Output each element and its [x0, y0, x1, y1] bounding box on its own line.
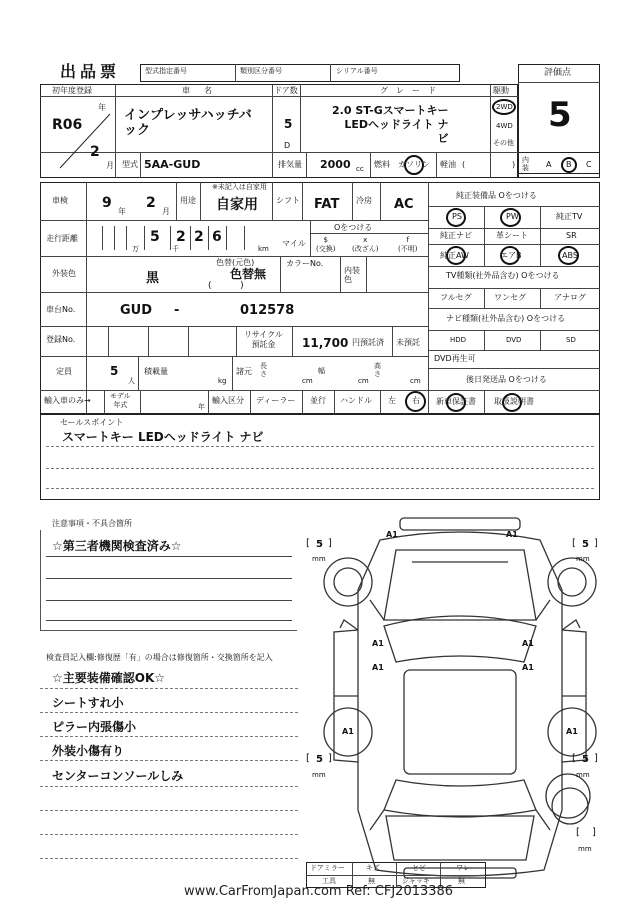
- handle-right-circle: [405, 391, 426, 412]
- chassis-number: 012578: [240, 303, 295, 318]
- legend-tools: 工具: [322, 877, 336, 885]
- navi-type-title: ナビ種類(社外品含む) Oをつける: [446, 314, 566, 323]
- inspector-line-5: センターコンソールしみ: [52, 769, 184, 783]
- tire-spare-unit: mm: [578, 845, 592, 853]
- interior-a: A: [546, 160, 552, 169]
- interior-label: 内装: [522, 156, 529, 172]
- tv-fullseg: フルセグ: [440, 293, 472, 302]
- equip-aw: 純正AW: [440, 251, 469, 260]
- tire-spare-bracket: [: [576, 827, 580, 838]
- damage-front-1: A1: [386, 530, 398, 539]
- usage-value: 自家用: [216, 197, 258, 213]
- mileage-opt-exchange: $ (交換): [316, 236, 336, 253]
- damage-right-wheel: A1: [566, 727, 578, 736]
- drive-2wd-circle: [492, 99, 516, 115]
- tire-fr-bracket-close: ]: [594, 538, 598, 549]
- repaint-value: 色替無: [230, 267, 267, 281]
- ac-value: AC: [394, 197, 414, 212]
- year-unit: 年: [98, 103, 106, 112]
- usage-note: ※未記入は自家用: [212, 183, 267, 191]
- inspector-line-2: シートすれ小: [52, 696, 124, 710]
- drive-label: 駆動: [493, 86, 509, 95]
- interior-c: C: [586, 160, 592, 169]
- first-reg-year: R06: [52, 117, 83, 133]
- fuel-paren-close: ): [512, 160, 516, 169]
- inspection-month: 2: [146, 195, 156, 211]
- tire-rr-bracket-close: ]: [594, 753, 598, 764]
- load-label: 積載量: [144, 367, 168, 376]
- height-cm: cm: [410, 377, 421, 385]
- equip-pw: PW: [506, 212, 519, 221]
- doors-suffix: D: [284, 141, 291, 150]
- load-unit: kg: [218, 377, 227, 385]
- mileage-sen-unit: 千: [172, 245, 179, 253]
- length-cm: cm: [302, 377, 313, 385]
- tire-rr-value: 5: [582, 754, 589, 765]
- equipment-title: 純正装備品 Oをつける: [456, 191, 537, 200]
- inspection-month-unit: 月: [162, 207, 170, 216]
- equip-navi: 純正ナビ: [440, 231, 472, 240]
- later-manual-circle: [502, 393, 522, 412]
- length-label: 長さ: [260, 362, 267, 378]
- damage-left-door-2: A1: [372, 663, 384, 672]
- recycle-value: 11,700: [302, 336, 349, 350]
- notes-line-1: ☆第三者機関検査済み☆: [52, 539, 182, 553]
- tv-analog: アナログ: [554, 293, 586, 302]
- legend-kizu: キズ: [366, 864, 380, 872]
- color-value: 黒: [146, 271, 160, 286]
- tire-rl-unit: mm: [312, 771, 326, 779]
- displacement-unit: cc: [356, 165, 364, 173]
- equip-tv: 純正TV: [556, 212, 583, 221]
- mileage-digit-5: 2: [176, 229, 186, 245]
- tire-rr-bracket: [: [572, 753, 576, 764]
- inspector-line-4: 外装小傷有り: [52, 744, 125, 758]
- later-warranty: 新車保証書: [436, 397, 476, 406]
- damage-left-wheel: A1: [342, 727, 354, 736]
- repaint-label: 色替(元色): [216, 258, 255, 267]
- later-title: 後日発送品 Oをつける: [466, 375, 547, 384]
- equip-leather: 革シート: [496, 231, 528, 240]
- score-label: 評価点: [544, 68, 572, 78]
- fuel-paren-open: (: [462, 160, 466, 169]
- displacement-value: 2000: [320, 158, 351, 171]
- grade-value: 2.0 ST-Gスマートキー LEDヘッドライト ナ ビ: [332, 104, 449, 145]
- mileage-circle-hint: Oをつける: [334, 223, 373, 232]
- model-label: 型式: [122, 160, 138, 169]
- navi-sd: SD: [566, 336, 576, 344]
- equip-aw-circle: [446, 246, 466, 265]
- tire-fr-unit: mm: [576, 555, 590, 563]
- tire-fl-bracket-close: ]: [328, 538, 332, 549]
- capacity-label: 定員: [56, 367, 72, 376]
- legend-mirror: ドアミラー: [310, 864, 345, 872]
- inspector-label: 検査員記入欄:修復歴「有」の場合は修復箇所・交換箇所を記入: [46, 653, 273, 662]
- damage-right-door-1: A1: [522, 639, 534, 648]
- recycle-unit: 円預託済: [352, 338, 384, 347]
- recycle-unpaid: 未預託: [396, 338, 420, 347]
- mileage-digit-7: 6: [212, 229, 222, 245]
- mileage-opt-tampered: x (改ざん): [352, 236, 379, 253]
- registration-label: 登録No.: [46, 335, 76, 344]
- legend-jack: ジャッキ: [402, 877, 430, 885]
- mileage-mile-label: マイル: [282, 239, 306, 248]
- serial-label: シリアル番号: [336, 67, 378, 75]
- mileage-label: 走行距離: [46, 234, 78, 243]
- damage-front-2: A1: [506, 530, 518, 539]
- equip-abs-circle: [558, 246, 579, 265]
- sales-point-label: セールスポイント: [60, 418, 124, 427]
- car-name-value: インプレッサハッチバ ック: [124, 108, 252, 138]
- shift-label: シフト: [276, 196, 300, 205]
- inspection-year: 9: [102, 195, 112, 211]
- type-designation-label: 型式指定番号: [145, 67, 187, 75]
- tire-rl-bracket-close: ]: [328, 753, 332, 764]
- tire-fl-unit: mm: [312, 555, 326, 563]
- sales-point-text: スマートキー LEDヘッドライト ナビ: [62, 430, 264, 444]
- tv-oneseg: ワンセグ: [494, 293, 526, 302]
- first-reg-label: 初年度登録: [52, 86, 92, 95]
- model-year-label: モデル 年式: [110, 392, 131, 409]
- color-no-label: カラーNo.: [286, 259, 324, 268]
- width-cm: cm: [358, 377, 369, 385]
- model-value: 5AA-GUD: [144, 158, 201, 171]
- import-type-label: 輸入区分: [212, 396, 244, 405]
- later-warranty-circle: [446, 393, 466, 412]
- tire-rl-bracket: [: [306, 753, 310, 764]
- drive-other: その他: [493, 139, 514, 147]
- mileage-opt-unknown: f (不明): [398, 236, 418, 253]
- car-name-label: 車名: [182, 86, 226, 95]
- import-dealer: ディーラー: [256, 396, 296, 405]
- fuel-gasoline-circle: [404, 155, 424, 175]
- equip-airbag-circle: [500, 246, 520, 265]
- later-manual: 取扱説明書: [494, 397, 534, 406]
- drive-4wd: 4WD: [496, 122, 513, 130]
- tire-fl-value: 5: [316, 539, 323, 550]
- mileage-km-unit: km: [258, 245, 269, 253]
- grade-label: グレード: [380, 86, 444, 95]
- repaint-paren: ( ): [208, 281, 244, 291]
- import-label: 輸入車のみ→: [44, 396, 91, 405]
- date-slash: [50, 112, 114, 174]
- handle-right: 右: [412, 396, 420, 405]
- first-reg-month: 2: [90, 144, 100, 160]
- mileage-man-unit: 万: [132, 245, 139, 253]
- capacity-unit: 人: [128, 377, 135, 385]
- navi-dvd-player: DVD再生可: [434, 354, 476, 363]
- import-parallel: 並行: [310, 396, 326, 405]
- footer-watermark: www.CarFromJapan.com Ref: CFJ2013386: [184, 884, 454, 899]
- damage-right-door-2: A1: [522, 663, 534, 672]
- dims-label: 諸元: [236, 367, 252, 376]
- equip-airbag: エアB: [500, 251, 522, 260]
- mileage-digit-6: 2: [194, 229, 204, 245]
- chassis-prefix: GUD: [120, 303, 153, 318]
- doc-title: 出品票: [60, 62, 121, 81]
- drive-2wd: 2WD: [496, 103, 513, 111]
- color-label: 外装色: [52, 269, 76, 278]
- doors-value: 5: [284, 117, 293, 131]
- handle-left: 左: [388, 396, 396, 405]
- usage-label: 用途: [180, 196, 196, 205]
- inspector-line-3: ピラー内張傷小: [52, 720, 137, 734]
- tire-spare-bracket-close: ]: [592, 827, 596, 838]
- tire-fl-bracket: [: [306, 538, 310, 549]
- equip-ps-circle: [446, 208, 466, 227]
- equip-pw-circle: [500, 208, 521, 227]
- fuel-gasoline: ガソリン: [398, 160, 430, 169]
- navi-hdd: HDD: [450, 336, 467, 344]
- chassis-dash: -: [174, 303, 180, 318]
- navi-dvd: DVD: [506, 336, 522, 344]
- damage-left-door-1: A1: [372, 639, 384, 648]
- score-value: 5: [548, 95, 572, 135]
- mileage-digit-4: 5: [150, 229, 160, 245]
- displacement-label: 排気量: [278, 160, 302, 169]
- doors-label: ドア数: [274, 86, 298, 95]
- notes-label: 注意事項・不具合箇所: [52, 519, 132, 528]
- model-year-unit: 年: [198, 403, 205, 411]
- equip-sr: SR: [566, 231, 577, 240]
- inspector-line-1: ☆主要装備確認OK☆: [52, 671, 166, 685]
- ac-label: 冷房: [356, 196, 372, 205]
- fuel-label: 燃料: [374, 160, 390, 169]
- legend-hibi: ヒビ: [412, 864, 426, 872]
- fuel-diesel: 軽油: [440, 160, 456, 169]
- legend-tools-none: 無: [368, 877, 375, 885]
- tv-type-title: TV種類(社外品含む) Oをつける: [446, 271, 560, 280]
- tire-rr-unit: mm: [576, 771, 590, 779]
- tire-rl-value: 5: [316, 754, 323, 765]
- equip-ps: PS: [452, 212, 462, 221]
- recycle-label: リサイクル 預託金: [244, 330, 283, 349]
- interior-color-label: 内装 色: [344, 266, 360, 284]
- chassis-label: 車台No.: [46, 305, 76, 314]
- tire-fr-bracket: [: [572, 538, 576, 549]
- legend-ware: ワレ: [456, 864, 470, 872]
- month-unit: 月: [106, 161, 114, 170]
- width-label: 幅: [318, 367, 325, 375]
- interior-b: B: [566, 160, 572, 169]
- capacity-value: 5: [110, 364, 119, 378]
- header-codes-box: [140, 64, 460, 82]
- height-label: 高さ: [374, 362, 381, 378]
- shift-value: FAT: [314, 197, 340, 212]
- tire-fr-value: 5: [582, 539, 589, 550]
- inspection-year-unit: 年: [118, 207, 126, 216]
- inspection-label: 車検: [52, 196, 68, 205]
- handle-label: ハンドル: [340, 396, 372, 405]
- car-diagram: [300, 510, 620, 890]
- equip-abs: ABS: [562, 251, 578, 260]
- category-label: 類別区分番号: [240, 67, 282, 75]
- interior-b-circle: [561, 157, 577, 173]
- legend-jack-none: 無: [458, 877, 465, 885]
